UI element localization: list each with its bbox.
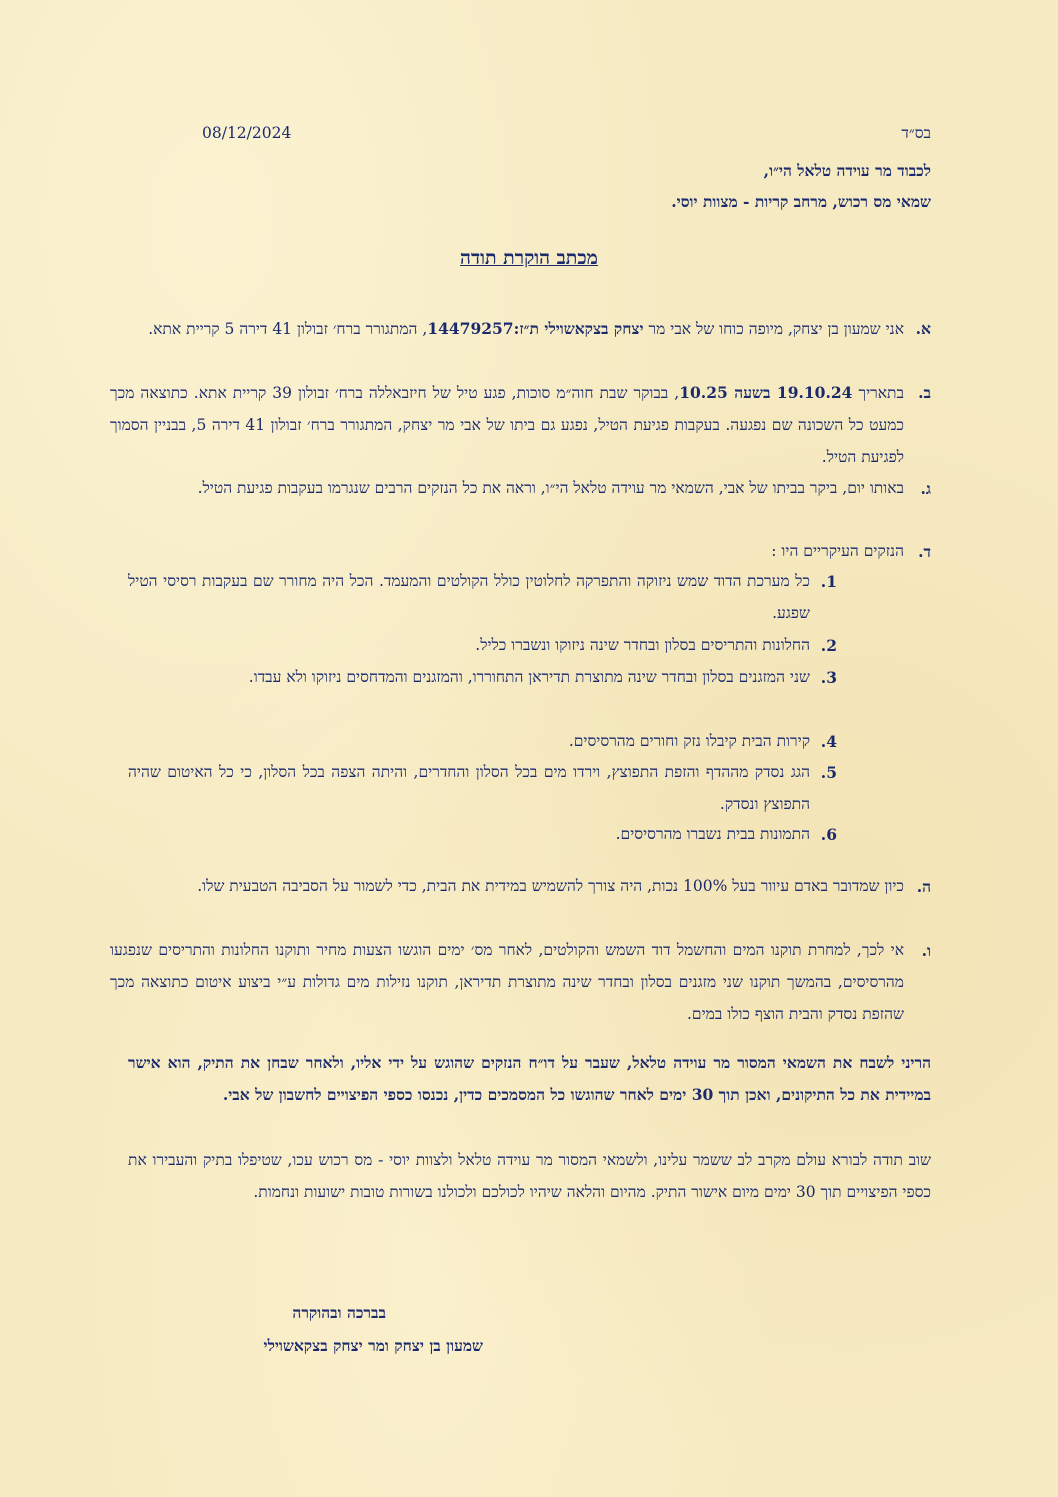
- damage-number: 4.: [820, 732, 837, 751]
- damage-number: 2.: [820, 636, 837, 655]
- item-letter: א.: [915, 319, 931, 338]
- item-letter: ד.: [918, 542, 931, 561]
- damage-item: [128, 819, 837, 851]
- recipient-line-1: לכבוד מר עוידה טלאל הי״ו,: [763, 161, 931, 180]
- damage-item: [128, 726, 837, 758]
- damage-text: החלונות והתריסים בסלון ובחדר שינה ניזוקו ונשברו כליל.: [475, 636, 810, 654]
- damage-text: כל מערכת הדוד שמש ניזוקה והתפרקה לחלוטין כולל הקולטים והמעמד. הכל היה מחורר שם בעקבות רסיסי הטיל שפגע.: [128, 572, 810, 622]
- damage-text: הגג נסדק מההדף והזפת התפוצץ, וירדו מים בכל הסלון והחדרים, והיתה הצפה בכל הסלון, כי כל האיטום שהיה התפוצץ ונסדק.: [128, 763, 810, 813]
- letter-date: 08/12/2024: [202, 124, 292, 142]
- damage-number: 3.: [820, 668, 837, 687]
- damage-item: [128, 757, 837, 821]
- item-letter: ב.: [918, 383, 931, 402]
- praise-paragraph: הריני לשבח את השמאי המסור מר עוידה טלאל, שעבר על דו״ח הנזקים שהוגש על ידי אליו, ולאחר שבחן את התיק, הוא אישר במיידית את כל התיקונים, ואכן תוך 30 ימים לאחר שהוגשו כל המסמכים כדין, נכנסו כספי הפיצויים לחשבון של אבי.: [128, 1053, 931, 1104]
- item-text: באותו יום, ביקר בביתו של אבי, השמאי מר עוידה טלאל הי״ו, וראה את כל הנזקים הרבים שנגרמו בעקבות פגיעת הטיל.: [197, 479, 904, 497]
- damage-number: 1.: [820, 572, 837, 591]
- item-text: אני שמעון בן יצחק, מיופה כוחו של אבי מר יצחק בצקאשוילי ת״ז:14479257, המתגורר ברח׳ זבולון 41 דירה 5 קריית אתא.: [148, 319, 904, 338]
- damage-text: קירות הבית קיבלו נזק וחורים מהרסיסים.: [568, 732, 810, 750]
- damage-item: [128, 566, 837, 630]
- damage-text: התמונות בבית נשברו מהרסיסים.: [615, 825, 810, 843]
- item-bet: [110, 377, 931, 473]
- damage-number: 6.: [820, 825, 837, 844]
- signature-greeting: בברכה ובהוקרה: [292, 1303, 386, 1322]
- damage-item: [128, 630, 837, 662]
- damage-text: שני המזגנים בסלון ובחדר שינה מתוצרת תדיראן התחוררו, והמזגנים והמדחסים ניזוקו ולא עבדו.: [248, 668, 810, 686]
- item-text: כיון שמדובר באדם עיוור בעל 100% נכות, היה צורך להשמיש במידית את הבית, כדי לשמור על הסביבה הטבעית שלו.: [197, 877, 904, 895]
- item-letter: ו.: [921, 941, 931, 960]
- item-gimel: [110, 473, 931, 505]
- item-dalet: [110, 536, 931, 568]
- bsd-mark: בס״ד: [901, 124, 931, 142]
- letter-title: מכתב הוקרת תודה: [460, 247, 598, 269]
- damage-item: [128, 662, 837, 694]
- item-he: [110, 871, 931, 903]
- signature-names: שמעון בן יצחק ומר יצחק בצקאשוילי: [263, 1336, 483, 1355]
- damage-number: 5.: [820, 763, 837, 782]
- item-text: הנזקים העיקריים היו :: [771, 542, 904, 560]
- thanks-paragraph: שוב תודה לבורא עולם מקרב לב ששמר עלינו, ולשמאי המסור מר עוידה טלאל ולצוות יוסי - מס רכוש עכו, שטיפלו בתיק והעבירו את כספי הפיצויים תוך 30 ימים מיום אישור התיק. מהיום והלאה שיהיו לכולכם ולכולנו בשורות טובות ישועות ונחמות.: [128, 1151, 931, 1201]
- recipient-line-2: שמאי מס רכוש, מרחב קריות - מצוות יוסי.: [671, 192, 931, 211]
- item-text: בתאריך 19.10.24 בשעה 10.25, בבוקר שבת חוה״מ סוכות, פגע טיל של חיזבאללה ברח׳ זבולון 39 קריית אתא. כתוצאה מכך כמעט כל השכונה שם נפגעה. בעקבות פגיעת הטיל, נפגע גם ביתו של אבי מר יצחק, המתגורר ברח׳ זבולון 41 דירה 5, בבניין הסמוך לפגיעת הטיל.: [110, 383, 905, 466]
- item-alef: [110, 313, 931, 346]
- item-letter: ה.: [916, 877, 931, 896]
- item-text: אי לכך, למחרת תוקנו המים והחשמל דוד השמש והקולטים, לאחר מס׳ ימים הוגשו הצעות מחיר ותוקנו החלונות והתריסים שנפגעו מהרסיסים, בהמשך תוקנו שני מזגנים בסלון ובחדר שינה מתוצרת תדיראן, תוקנו נזילות מים גדולות ע״י ביצוע איטום כתוצאה מכך שהזפת נסדק והבית הוצף כולו במים.: [110, 941, 904, 1023]
- item-letter: ג.: [920, 479, 931, 498]
- item-vav: [110, 935, 931, 1030]
